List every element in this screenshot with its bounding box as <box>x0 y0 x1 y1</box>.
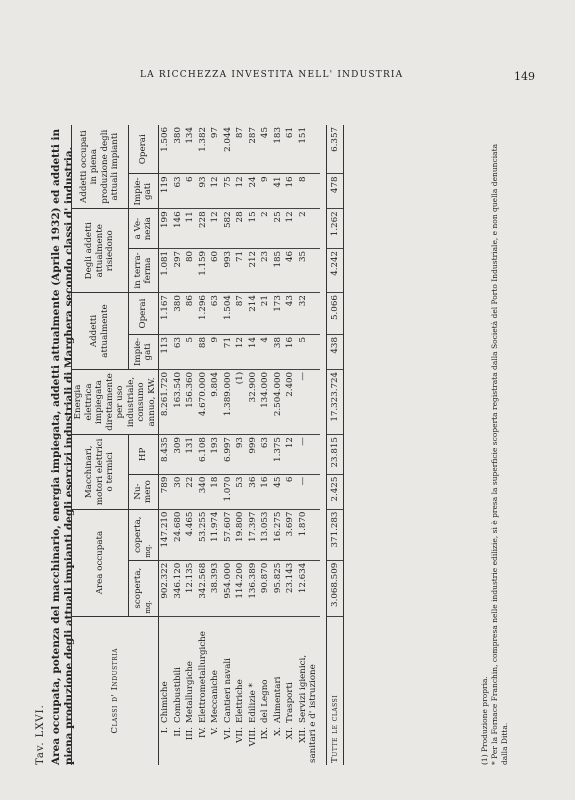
header-operai-piena: Operai <box>128 125 158 174</box>
cell-terraferma: 1.081 <box>159 248 172 292</box>
cell-operai: 32 <box>297 293 320 335</box>
cell-hp: 193 <box>209 435 222 475</box>
header-scoperta <box>128 560 158 616</box>
cell-coperta: 57.607 <box>222 509 235 560</box>
cell-pp-impiegati: 41 <box>272 174 285 209</box>
cell-numero: 340 <box>197 474 210 509</box>
cell-operai: 86 <box>184 293 197 335</box>
cell-pp-operai: 151 <box>297 125 320 174</box>
cell-operai: 63 <box>209 293 222 335</box>
cell-numero: 18 <box>209 474 222 509</box>
row-roman-numeral: VIII. <box>247 727 258 747</box>
cell-coperta: 4.465 <box>184 509 197 560</box>
row-class-name <box>284 616 297 765</box>
cell-hp: 12 <box>284 435 297 475</box>
cell-numero: 1.070 <box>222 474 235 509</box>
header-coperta <box>128 509 158 560</box>
cell-hp: 93 <box>234 435 247 475</box>
cell-terraferma: 80 <box>184 248 197 292</box>
header-impiegati-piena: Impie- gati <box>128 174 158 209</box>
cell-coperta: 1.870 <box>297 509 320 560</box>
cell-scoperta: 114.200 <box>234 560 247 616</box>
table-row <box>222 125 235 765</box>
row-roman-numeral: III. <box>185 727 195 741</box>
cell-numero: 45 <box>272 474 285 509</box>
row-class-name <box>259 616 272 765</box>
cell-venezia: 146 <box>172 209 185 249</box>
header-terraferma: in terra- ferma <box>128 248 158 292</box>
cell-coperta: 16.275 <box>272 509 285 560</box>
cell-pp-operai: 380 <box>172 125 185 174</box>
cell-pp-operai: 134 <box>184 125 197 174</box>
table-row <box>209 125 222 765</box>
cell-coperta: 147.210 <box>159 509 172 560</box>
row-class-name <box>297 616 320 765</box>
cell-impiegati: 5 <box>297 335 320 370</box>
cell-energia: 2.504.000 <box>272 369 285 434</box>
cell-energia: 156.360 <box>184 369 197 434</box>
cell-terraferma: 60 <box>209 248 222 292</box>
cell-terraferma: 23 <box>259 248 272 292</box>
cell-energia: 4.670.000 <box>197 369 210 434</box>
cell-terraferma: 46 <box>284 248 297 292</box>
header-coperta-label: coperta, <box>132 516 143 553</box>
cell-operai: 87 <box>234 293 247 335</box>
cell-hp: 999 <box>247 435 260 475</box>
table-row <box>247 125 260 765</box>
row-roman-numeral: V. <box>210 727 220 735</box>
cell-impiegati: 5 <box>184 335 197 370</box>
cell-venezia: 228 <box>197 209 210 249</box>
page-number: 149 <box>514 70 535 83</box>
header-hp: HP <box>128 435 158 475</box>
cell-impiegati: 88 <box>197 335 210 370</box>
cell-impiegati: 16 <box>284 335 297 370</box>
cell-impiegati: 4 <box>259 335 272 370</box>
cell-energia: 2.400 <box>284 369 297 434</box>
cell-hp: 1.375 <box>272 435 285 475</box>
cell-hp: 131 <box>184 435 197 475</box>
cell-impiegati: 14 <box>247 335 260 370</box>
row-class-label: Meccaniche <box>210 670 220 723</box>
row-class-label: Trasporti <box>285 682 295 723</box>
total-operai: 5.066 <box>326 293 344 335</box>
row-class-name <box>234 616 247 765</box>
cell-scoperta: 346.120 <box>172 560 185 616</box>
cell-scoperta: 954.000 <box>222 560 235 616</box>
total-pp-impiegati: 478 <box>326 174 344 209</box>
table-row <box>172 125 185 765</box>
row-class-name <box>247 616 260 765</box>
cell-terraferma: 1.159 <box>197 248 210 292</box>
unit-mq: mq. <box>144 544 153 558</box>
cell-impiegati: 63 <box>172 335 185 370</box>
cell-scoperta: 90.870 <box>259 560 272 616</box>
total-impiegati: 438 <box>326 335 344 370</box>
row-roman-numeral: I. <box>160 727 170 734</box>
table-body <box>159 125 344 765</box>
cell-coperta: 53.255 <box>197 509 210 560</box>
header-numero: Nu- mero <box>128 474 158 509</box>
cell-terraferma: 212 <box>247 248 260 292</box>
cell-numero: 22 <box>184 474 197 509</box>
row-class-label: Edilizie * <box>247 683 258 723</box>
cell-hp: 8.435 <box>159 435 172 475</box>
cell-hp: 63 <box>259 435 272 475</box>
row-roman-numeral: XI. <box>285 727 295 740</box>
header-operai: Operai <box>128 293 158 335</box>
cell-impiegati: 113 <box>159 335 172 370</box>
row-class-label: Metallurgiche <box>185 661 195 723</box>
cell-venezia: 15 <box>247 209 260 249</box>
running-header-title: LA RICCHEZZA INVESTITA NELL' INDUSTRIA <box>140 70 404 80</box>
total-venezia: 1.262 <box>326 209 344 249</box>
cell-scoperta: 12.634 <box>297 560 320 616</box>
cell-terraferma: 297 <box>172 248 185 292</box>
row-class-name <box>272 616 285 765</box>
table-row <box>284 125 297 765</box>
table-caption: Area occupata, potenza del macchinario, energia impiegata, addetti attualmente (Aprile 1932) ed addetti in piena produzione degli attuali impianti degli esercizi industriali di Marghera secondo classi d' industria. <box>50 128 75 765</box>
total-scoperta: 3.068.509 <box>326 560 344 616</box>
row-class-name <box>222 616 235 765</box>
cell-pp-impiegati: 119 <box>159 174 172 209</box>
cell-energia: — <box>297 369 320 434</box>
total-coperta: 371.283 <box>326 509 344 560</box>
row-class-label: Combustibili <box>172 667 183 723</box>
cell-venezia: 2 <box>297 209 320 249</box>
total-pp-operai: 6.357 <box>326 125 344 174</box>
total-terraferma: 4.242 <box>326 248 344 292</box>
data-table <box>71 125 344 765</box>
cell-pp-impiegati: 6 <box>184 174 197 209</box>
row-class-label: del Legno <box>260 679 270 723</box>
cell-energia: 8.261.720 <box>159 369 172 434</box>
row-roman-numeral: IX. <box>260 727 270 740</box>
header-scoperta-label: scoperta, <box>132 567 143 609</box>
total-energia: 17.323.724 <box>326 369 344 434</box>
cell-terraferma: 71 <box>234 248 247 292</box>
total-row <box>326 125 344 765</box>
cell-pp-operai: 87 <box>234 125 247 174</box>
cell-numero: 53 <box>234 474 247 509</box>
cell-venezia: 11 <box>184 209 197 249</box>
cell-operai: 1.504 <box>222 293 235 335</box>
cell-coperta: 11.974 <box>209 509 222 560</box>
row-class-label: Chimiche <box>160 681 170 723</box>
row-class-name <box>197 616 210 765</box>
header-piena-produzione: Addetti occupati in piena produzione degli attuali impianti <box>72 125 129 209</box>
header-macchinari: Macchinari, motori elettrici o termici <box>72 435 129 509</box>
cell-impiegati: 9 <box>209 335 222 370</box>
cell-pp-impiegati: 75 <box>222 174 235 209</box>
cell-coperta: 13.053 <box>259 509 272 560</box>
row-roman-numeral: VI. <box>222 727 233 740</box>
table-row <box>197 125 210 765</box>
row-class-label: Cantieri navali <box>222 658 233 723</box>
cell-scoperta: 38.393 <box>209 560 222 616</box>
cell-energia: 134.000 <box>259 369 272 434</box>
cell-numero: 789 <box>159 474 172 509</box>
row-roman-numeral: XII. <box>297 727 308 743</box>
cell-numero: 36 <box>247 474 260 509</box>
cell-pp-impiegati: 63 <box>172 174 185 209</box>
row-class-label: Elettrometallurgiche <box>197 631 208 723</box>
cell-operai: 21 <box>259 293 272 335</box>
cell-coperta: 24.680 <box>172 509 185 560</box>
cell-scoperta: 136.389 <box>247 560 260 616</box>
cell-pp-operai: 1.382 <box>197 125 210 174</box>
cell-venezia: 12 <box>284 209 297 249</box>
table-row <box>259 125 272 765</box>
cell-operai: 1.296 <box>197 293 210 335</box>
header-area: Area occupata <box>72 509 129 616</box>
header-risiedono: Degli addetti attualmente risiedono <box>72 209 129 293</box>
cell-hp: 6.997 <box>222 435 235 475</box>
rotated-table-block <box>35 105 535 775</box>
cell-hp: 309 <box>172 435 185 475</box>
header-energia: Energia elettrica impiegata direttamente per uso industriale, consumo annuo, KW. <box>72 369 159 434</box>
cell-numero: 16 <box>259 474 272 509</box>
cell-numero: — <box>297 474 320 509</box>
cell-pp-operai: 2.044 <box>222 125 235 174</box>
unit-mq: mq. <box>144 600 153 614</box>
cell-impiegati: 12 <box>234 335 247 370</box>
cell-pp-impiegati: 24 <box>247 174 260 209</box>
running-header <box>140 70 535 83</box>
cell-coperta: 17.397 <box>247 509 260 560</box>
header-classi: Classi d' Industria <box>72 616 159 765</box>
cell-impiegati: 71 <box>222 335 235 370</box>
table-row <box>184 125 197 765</box>
cell-pp-impiegati: 12 <box>209 174 222 209</box>
cell-venezia: 2 <box>259 209 272 249</box>
cell-scoperta: 12.135 <box>184 560 197 616</box>
table-row <box>159 125 172 765</box>
row-roman-numeral: II. <box>172 727 183 737</box>
table-row <box>272 125 285 765</box>
cell-scoperta: 342.568 <box>197 560 210 616</box>
cell-energia: (1) <box>234 369 247 434</box>
cell-pp-operai: 97 <box>209 125 222 174</box>
cell-pp-operai: 183 <box>272 125 285 174</box>
cell-pp-impiegati: 8 <box>297 174 320 209</box>
cell-impiegati: 38 <box>272 335 285 370</box>
cell-venezia: 25 <box>272 209 285 249</box>
cell-pp-operai: 45 <box>259 125 272 174</box>
cell-scoperta: 902.322 <box>159 560 172 616</box>
cell-pp-operai: 61 <box>284 125 297 174</box>
cell-scoperta: 95.825 <box>272 560 285 616</box>
cell-hp: 6.108 <box>197 435 210 475</box>
header-venezia: a Ve- nezia <box>128 209 158 249</box>
cell-pp-impiegati: 16 <box>284 174 297 209</box>
cell-operai: 1.167 <box>159 293 172 335</box>
footnote: (1) Produzione propria. <box>480 676 489 765</box>
cell-pp-operai: 287 <box>247 125 260 174</box>
cell-coperta: 19.800 <box>234 509 247 560</box>
cell-pp-impiegati: 93 <box>197 174 210 209</box>
cell-terraferma: 993 <box>222 248 235 292</box>
cell-venezia: 582 <box>222 209 235 249</box>
footnote: * Per la Fornace Franchin, compresa nelle industrie edilizie, si è presa la superficie scoperta registrata dalla Società del Porto Industriale, e non quella denunciata dalla Ditta. <box>490 143 509 765</box>
row-class-name <box>159 616 172 765</box>
cell-energia: 32.900 <box>247 369 260 434</box>
row-class-name <box>209 616 222 765</box>
cell-operai: 43 <box>284 293 297 335</box>
cell-operai: 214 <box>247 293 260 335</box>
footnotes <box>480 125 510 765</box>
row-class-name <box>184 616 197 765</box>
row-class-label: Alimentari <box>272 676 283 723</box>
cell-pp-impiegati: 12 <box>234 174 247 209</box>
row-roman-numeral: VII. <box>235 727 245 743</box>
table-label: Tav. LXVI. <box>35 704 46 765</box>
cell-pp-operai: 1.506 <box>159 125 172 174</box>
cell-coperta: 3.697 <box>284 509 297 560</box>
row-class-label: Servizi igienici, sanitari e d' istruzione <box>297 654 318 763</box>
header-impiegati: Impie- gati <box>128 335 158 370</box>
cell-numero: 6 <box>284 474 297 509</box>
cell-hp: — <box>297 435 320 475</box>
cell-operai: 173 <box>272 293 285 335</box>
cell-venezia: 28 <box>234 209 247 249</box>
total-hp: 23.815 <box>326 435 344 475</box>
row-class-label: Elettriche <box>235 679 245 723</box>
cell-terraferma: 35 <box>297 248 320 292</box>
row-roman-numeral: IV. <box>197 727 208 738</box>
cell-energia: 163.540 <box>172 369 185 434</box>
cell-venezia: 12 <box>209 209 222 249</box>
total-label: Tutte le classi <box>326 616 344 765</box>
cell-operai: 380 <box>172 293 185 335</box>
table-row <box>297 125 320 765</box>
cell-energia: 1.389.000 <box>222 369 235 434</box>
header-addetti: Addetti attualmente <box>72 293 129 370</box>
row-roman-numeral: X. <box>272 727 283 736</box>
table-row <box>234 125 247 765</box>
row-class-name <box>172 616 185 765</box>
cell-terraferma: 185 <box>272 248 285 292</box>
cell-venezia: 199 <box>159 209 172 249</box>
cell-pp-impiegati: 9 <box>259 174 272 209</box>
total-numero: 2.425 <box>326 474 344 509</box>
cell-numero: 30 <box>172 474 185 509</box>
cell-energia: 9.804 <box>209 369 222 434</box>
cell-scoperta: 23.143 <box>284 560 297 616</box>
